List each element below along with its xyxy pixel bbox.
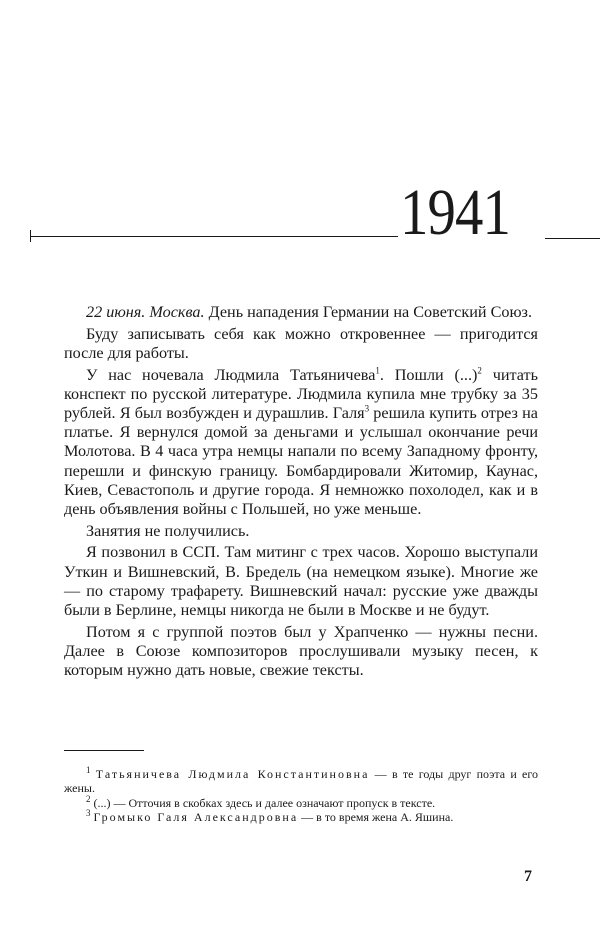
paragraph-3-part-c: читать конспект по русской литературе. Людмила купила мне трубку за 35 рублей. Я был возбужден и дурашлив. Галя	[64, 365, 538, 423]
paragraph-3-part-a: У нас ночевала Людмила Татьяничева	[86, 365, 376, 384]
paragraph-4: Занятия не получились.	[86, 521, 250, 540]
footnote-separator	[64, 750, 144, 751]
entry-title: День нападения Германии на Советский Союз.	[204, 303, 532, 321]
entry-heading-paragraph	[64, 303, 538, 322]
diary-entry-body	[64, 303, 538, 683]
footnote-3-text: — в то время жена А. Яшина.	[298, 810, 454, 825]
paragraph-3	[64, 366, 538, 520]
footnote-3	[64, 810, 538, 824]
paragraph-6: Потом я с группой поэтов был у Храпченко — нужны песни. Далее в Союзе композиторов прослушивали музыку песен, к которым нужно дать новые, свежие тексты.	[64, 622, 538, 680]
footnote-ref-3: 3	[364, 403, 370, 414]
footnote-2-mark: 2	[86, 793, 91, 804]
footnote-3-mark: 3	[86, 808, 91, 819]
footnote-1-mark: 1	[86, 765, 91, 775]
paragraph-3-part-b: . Пошли (...)	[379, 365, 478, 384]
header-rule-right	[545, 238, 600, 239]
header-rule-left	[30, 236, 398, 237]
footnote-ref-2: 2	[477, 365, 482, 376]
footnote-1	[64, 767, 538, 796]
entry-date: 22 июня. Москва.	[86, 303, 205, 321]
page-number: 7	[524, 868, 532, 885]
footnote-ref-1: 1	[375, 365, 380, 376]
footnote-2	[64, 793, 538, 810]
paragraph-3-part-d: решила купить отрез на платье. Я вернулся домой за деньгами и услышал окончание речи Молотова. В 4 часа утра немцы напали по всему Западному фронту, перешли и финскую границу. Бомбардировали Житомир, Каунас, Киев, Севастополь и другие города. Я немножко похолодел, как и в день объявления войны с Польшей, но уже меньше.	[64, 404, 538, 519]
paragraph-5: Я позвонил в ССП. Там митинг с трех часов. Хорошо выступали Уткин и Вишневский, В. Бредель (на немецком языке). Многие же — по старому трафарету. Вишневский начал: русские уже дважды были в Берлине, немцы никогда не были в Москве и не будут.	[64, 543, 538, 620]
footnote-1-name: Татьяничева Людмила Константиновна	[95, 767, 370, 781]
footnote-1-text: — в те годы друг поэта и его жены.	[64, 767, 538, 796]
footnotes	[64, 767, 538, 825]
footnote-3-name: Громыко Галя Александровна	[93, 810, 299, 825]
paragraph-2: Буду записывать себя как можно откровеннее — пригодится после для работы.	[64, 324, 538, 362]
year-heading: 1941	[400, 176, 511, 249]
footnote-2-text: (...) — Отточия в скобках здесь и далее означают пропуск в тексте.	[90, 795, 436, 810]
